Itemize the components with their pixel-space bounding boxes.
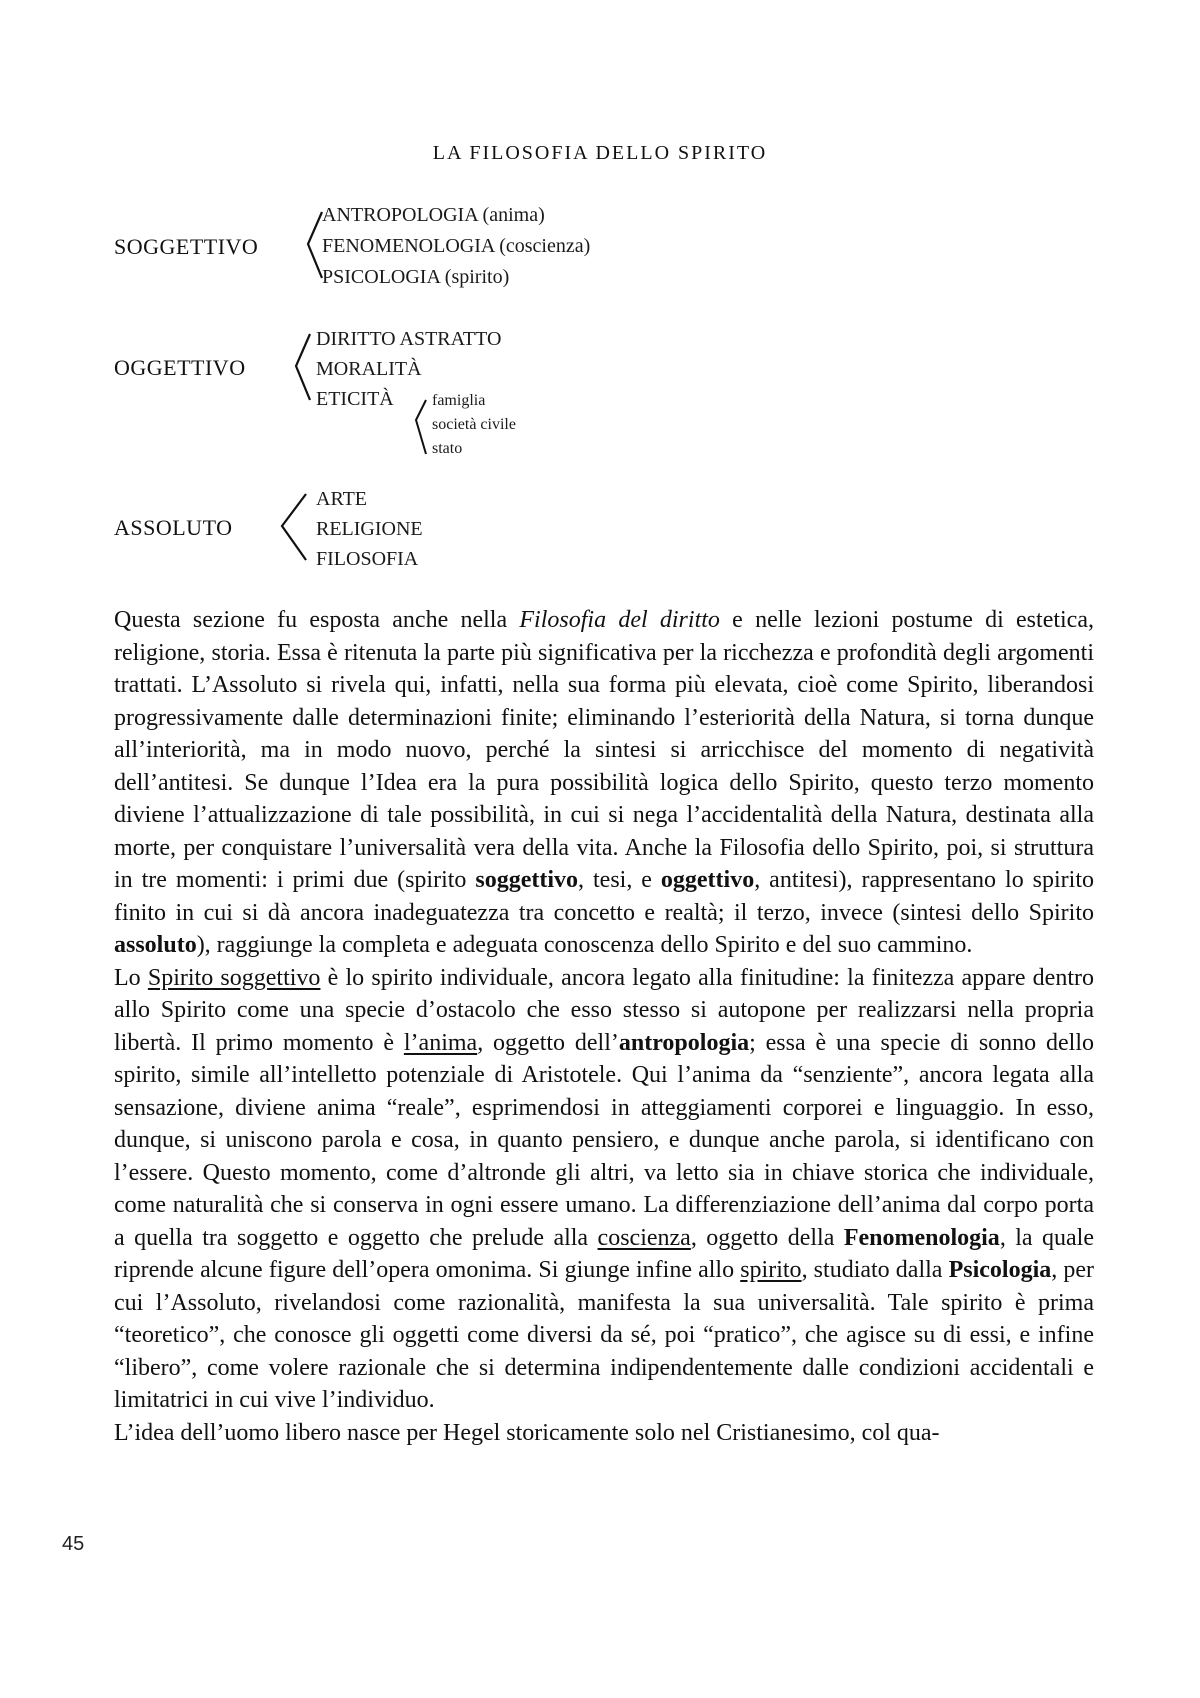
emphasized-text: Filosofia del diritto (519, 607, 720, 633)
diagram-subitem-stato: stato (432, 440, 463, 457)
diagram-item-filosofia: FILOSOFIA (316, 548, 419, 570)
emphasized-text: assoluto (114, 932, 197, 958)
emphasized-text: spirito (740, 1257, 802, 1283)
body-paragraph (114, 1417, 1094, 1450)
diagram-item-fenomenologia: FENOMENOLOGIA (coscienza) (322, 235, 591, 257)
diagram-item-psicologia: PSICOLOGIA (spirito) (322, 266, 510, 288)
text-run: Questa sezione fu esposta anche nella (114, 607, 520, 633)
text-run: , per cui l’Assoluto, rivelandosi come razionalità, manifesta la sua universalità. Tale spirito è prima “teoretico”, che conosce gli oggetti come diversi da sé, poi “pratico”, che agisce su di essi, e infine “libero”, come volere razionale che si determina indipendentemente dalle condizioni accidentali e limitatrici in cui vive l’individuo. (114, 1257, 1095, 1413)
emphasized-text: antropologia (618, 1029, 750, 1056)
text-run: è lo spirito individuale, ancora legato alla finitudine: la finitezza appare dentro allo Spirito come una specie d’ostacolo che esso stesso si autopone per realizzarsi nella propria libertà. Il primo momento è (114, 964, 1094, 1056)
text-run: L’idea dell’uomo libero nasce per Hegel storicamente solo nel Cristianesimo, col qua- (114, 1419, 940, 1446)
diagram-item-antropologia: ANTROPOLOGIA (anima) (322, 204, 545, 226)
emphasized-text: coscienza (597, 1224, 691, 1251)
text-run: ), raggiunge la completa e adeguata conoscenza dello Spirito e del suo cammino. (196, 932, 973, 958)
text-run: , tesi, e (578, 867, 661, 893)
text-run: , la quale riprende alcune figure dell’opera omonima. Si giunge infine allo (114, 1224, 1095, 1283)
emphasized-text: Fenomenologia (843, 1224, 1000, 1251)
text-run: ; essa è una specie di sonno dello spirito, simile all’intelletto potenziale di Aristotele. Qui l’anima da “senziente”, ancora legata alla sensazione, diviene anima “reale”, esprimendosi in atteggiamenti corporei e linguaggio. In esso, dunque, si uniscono parola e cosa, in quanto pensiero, e dunque anche parola, si identificano con l’essere. Questo momento, come d’altronde gli altri, va letto sia in chiave storica che individuale, come naturalità che si conserva in ogni essere umano. La differenziazione dell’anima dal corpo porta a quella tra soggetto e oggetto che prelude alla (114, 1029, 1095, 1251)
diagram-label-oggettivo: OGGETTIVO (114, 355, 246, 380)
diagram-subitem-societa-civile: società civile (432, 416, 516, 433)
text-run: Lo (114, 964, 148, 991)
emphasized-text: Spirito soggettivo (147, 964, 321, 991)
brace-assoluto-icon (276, 490, 310, 566)
emphasized-text: Psicologia (948, 1257, 1052, 1283)
diagram-label-soggettivo: SOGGETTIVO (114, 234, 259, 259)
text-run: e nelle lezioni postume di estetica, religione, storia. Essa è ritenuta la parte più significativa per la ricchezza e profondità degli argomenti trattati. L’Assoluto si rivela qui, infatti, nella sua forma più elevata, cioè come Spirito, liberandosi progressivamente dalle determinazioni finite; eliminando l’esteriorità della Natura, si torna dunque all’interiorità, ma in modo nuovo, perché la sintesi si arricchisce del momento di negatività dell’antitesi. Se dunque l’Idea era la pura possibilità logica dello Spirito, questo terzo momento diviene l’attualizzazione di tale possibilità, in cui si nega l’accidentalità della Natura, destinata alla morte, per conquistare l’universalità vera della vita. Anche la Filosofia dello Spirito, poi, si struttura in tre momenti: i primi due (spirito (114, 607, 1094, 893)
diagram-item-religione: RELIGIONE (316, 518, 423, 540)
page-number: 45 (62, 1533, 85, 1555)
diagram-label-assoluto: ASSOLUTO (114, 515, 233, 540)
body-paragraph (114, 962, 1094, 1417)
body-text (114, 604, 1094, 1449)
emphasized-text: oggettivo (660, 867, 755, 893)
brace-eticita-icon (412, 398, 432, 458)
page-title: LA FILOSOFIA DELLO SPIRITO (432, 142, 768, 164)
brace-oggettivo-icon (290, 330, 314, 406)
emphasized-text: soggettivo (475, 867, 579, 893)
text-run: , antitesi), rappresentano lo spirito finito in cui si dà ancora inadeguatezza tra concetto e realtà; il terzo, invece (sintesi dello Spirito (114, 867, 1094, 926)
text-run: , studiato dalla (801, 1257, 949, 1283)
text-run: , oggetto dell’ (477, 1029, 619, 1056)
text-run: , oggetto della (690, 1224, 844, 1251)
emphasized-text: l’anima (403, 1029, 478, 1056)
diagram-item-eticita: ETICITÀ (316, 388, 394, 410)
spirit-scheme-diagram (0, 0, 1200, 600)
diagram-item-arte: ARTE (316, 488, 368, 510)
diagram-subitem-famiglia: famiglia (432, 392, 486, 409)
diagram-item-moralita: MORALITÀ (316, 358, 422, 380)
diagram-item-diritto-astratto: DIRITTO ASTRATTO (316, 328, 502, 350)
body-paragraph (114, 604, 1094, 962)
